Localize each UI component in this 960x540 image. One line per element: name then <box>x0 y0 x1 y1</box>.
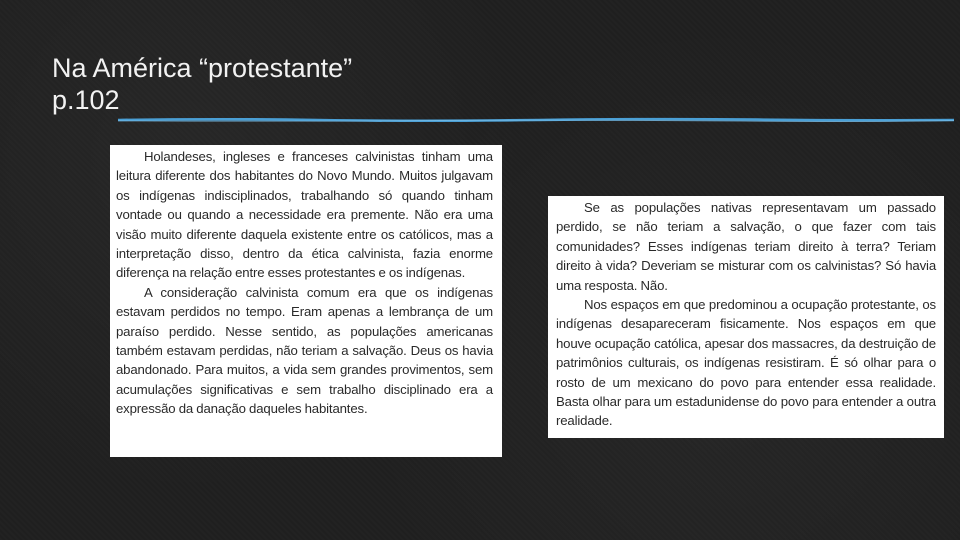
title-underline <box>118 117 954 123</box>
excerpt-right <box>548 196 944 438</box>
excerpt-left-paragraph-2: A consideração calvinista comum era que os indígenas estavam perdidos no tempo. Eram apenas a lembrança de um paraíso perdido. Nesse sentido, as populações americanas também estavam perdidas, não teriam a salvação. Deus os havia abandonado. Para muitos, a vida sem grandes provimentos, sem acumulações significativas e sem trabalho disciplinado era a expressão da danação daqueles habitantes. <box>116 284 493 417</box>
excerpt-left-paragraph-1: Holandeses, ingleses e franceses calvinistas tinham uma leitura diferente dos habitantes do Novo Mundo. Muitos julgavam os indígenas indisciplinados, trabalhando só quando tinham vontade ou quando a necessidade era premente. Não era uma visão muito diferente daquela existente entre os católicos, mas a interpretação disso, dentro da ética calvinista, fazia enorme diferença na relação entre esses protestantes e os indígenas. <box>116 149 493 281</box>
slide-title <box>52 52 352 116</box>
excerpt-right-paragraph-2: Nos espaços em que predominou a ocupação protestante, os indígenas desapareceram fisicamente. Nos espaços em que houve ocupação católica, apesar dos massacres, da destruição de patrimônios culturais, os indígenas resistiram. É só olhar para o rosto de um mexicano do povo para entender essa realidade. Basta olhar para um estadunidense do povo para entender a outra realidade. <box>556 297 936 429</box>
excerpt-right-paragraph-1: Se as populações nativas representavam um passado perdido, se não teriam a salvação, o que fazer com tais comunidades? Esses indígenas teriam direito à terra? Teriam direito à vida? Deveriam se misturar com os calvinistas? Só havia uma resposta. Não. <box>556 200 936 293</box>
slide-title-line-2: p.102 <box>52 85 120 115</box>
excerpt-left <box>110 145 502 457</box>
slide-title-line-1: Na América “protestante” <box>52 53 353 83</box>
